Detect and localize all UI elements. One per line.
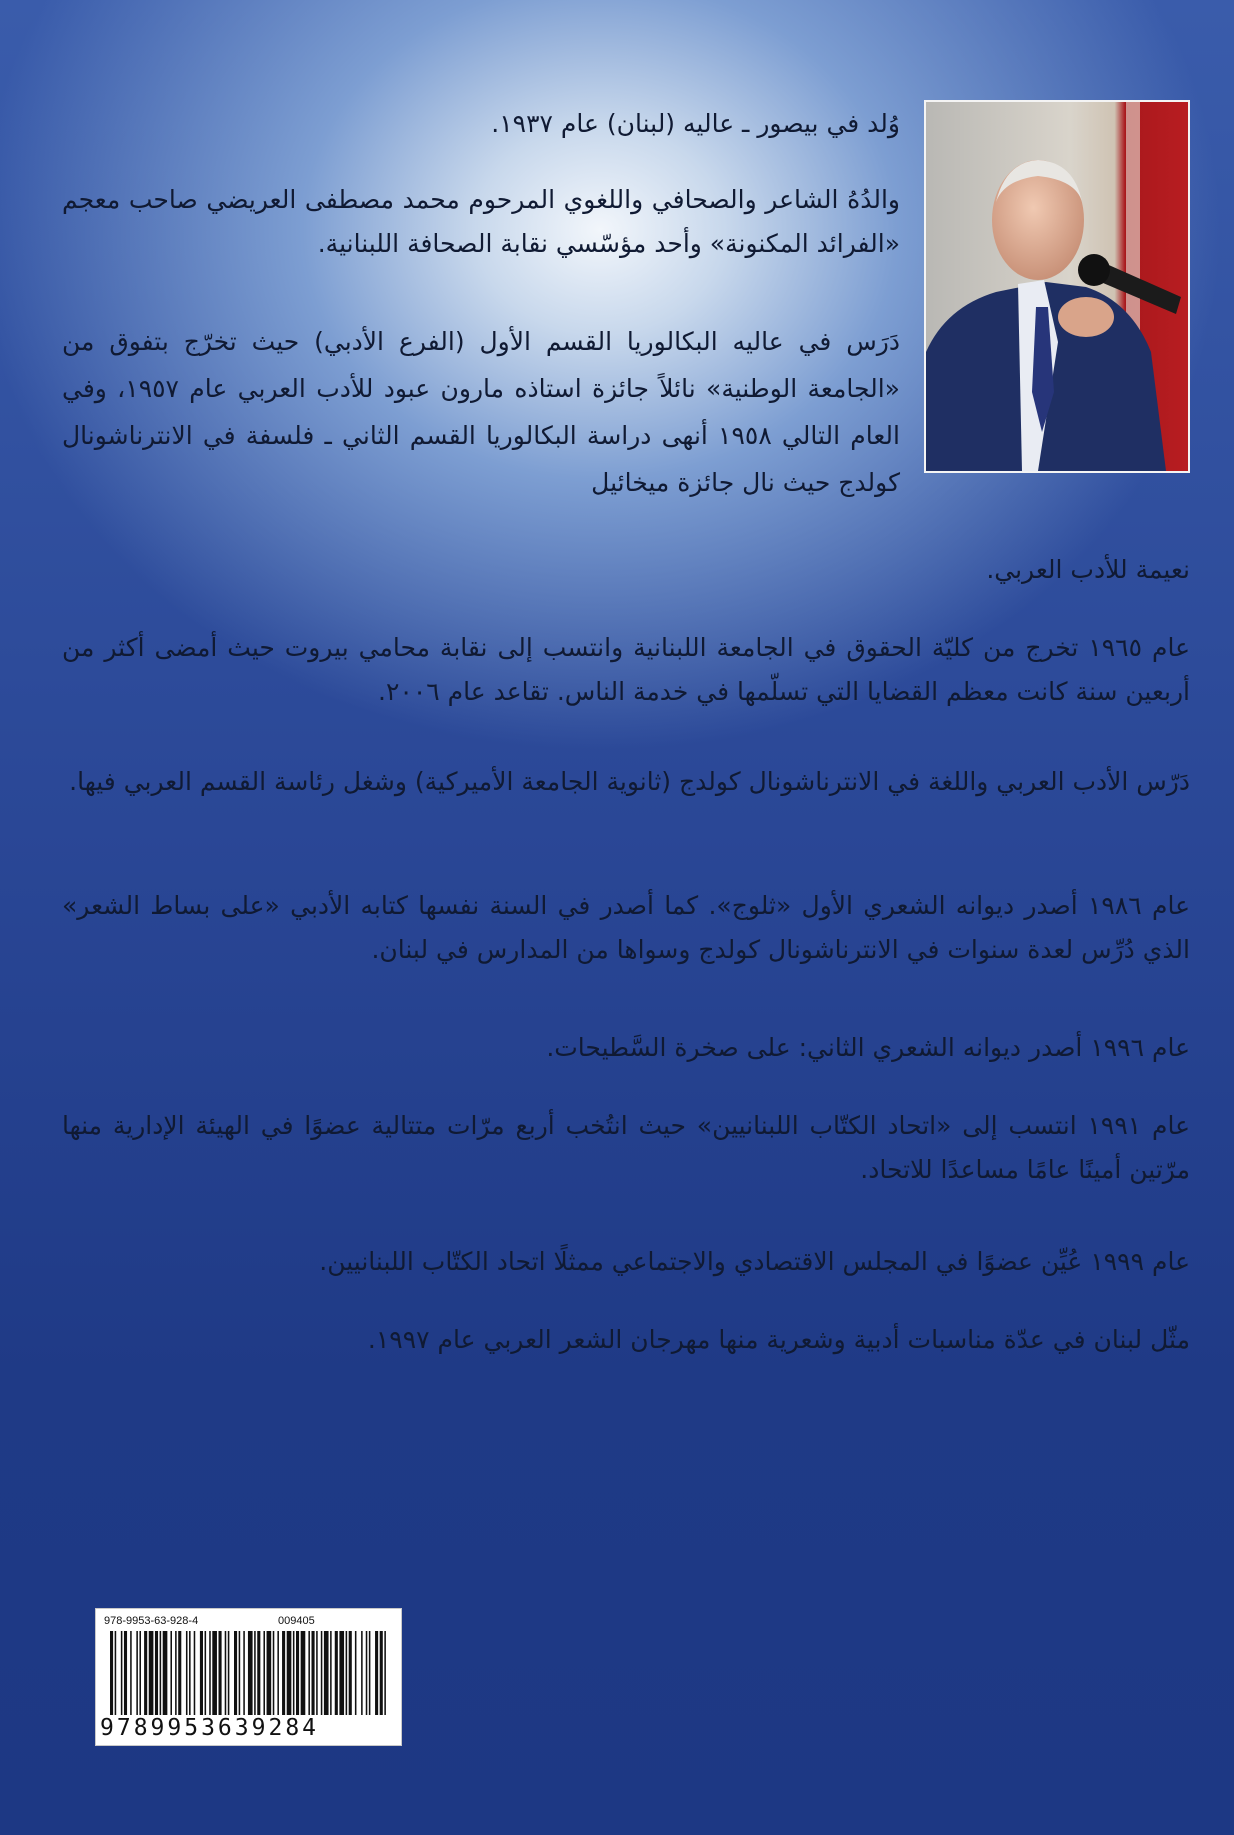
bio-second-collection: عام ١٩٩٦ أصدر ديوانه الشعري الثاني: على صخرة السَّطيحات. [546,1033,1190,1062]
barcode-bar [110,1631,113,1715]
barcode-bar [121,1631,123,1715]
barcode-bar [369,1631,371,1715]
barcode-bar [228,1631,230,1715]
barcode-bar [366,1631,368,1715]
barcode-bar [144,1631,147,1715]
bio-teaching: دَرّس الأدب العربي واللغة في الانترناشونال كولدج (ثانوية الجامعة الأميركية) وشغل رئاسة القسم العربي فيها. [69,767,1190,796]
barcode-bar [308,1631,310,1715]
barcode-digits: 9789953639284 [100,1715,320,1741]
barcode-bar [254,1631,256,1715]
barcode-bar [248,1631,253,1715]
barcode-bar [239,1631,241,1715]
barcode-bar [163,1631,168,1715]
barcode-bar [219,1631,222,1715]
barcode-bar [324,1631,329,1715]
barcode-bar [175,1631,177,1715]
barcode-bar [257,1631,260,1715]
barcode-bars [110,1631,388,1715]
barcode-bar [149,1631,154,1715]
barcode-bar [361,1631,363,1715]
barcode-bar [209,1631,211,1715]
barcode-bar [155,1631,158,1715]
barcode-bar [178,1631,181,1715]
barcode-bar [375,1631,378,1715]
barcode-bar [355,1631,357,1715]
barcode-bar [115,1631,117,1715]
bio-writers-union: عام ١٩٩١ انتسب إلى «اتحاد الكتّاب اللبنانيين» حيث انتُخب أربع مرّات متتالية عضوًا في الهيئة الإدارية منها مرّتين أمينًا عامًا مساعدًا للاتحاد. [62,1111,1191,1184]
barcode-bar [273,1631,275,1715]
barcode-bar [243,1631,245,1715]
bio-birth: وُلد في بيصور ـ عاليه (لبنان) عام ١٩٣٧. [491,109,900,138]
barcode-bar [316,1631,318,1715]
isbn-text: 978-9953-63-928-4 [104,1615,199,1627]
barcode-bar [160,1631,162,1715]
barcode-bar [321,1631,323,1715]
barcode-bar [267,1631,272,1715]
bio-education: دَرَس في عاليه البكالوريا القسم الأول (الفرع الأدبي) حيث تخرّج بتفوق من «الجامعة الوطنية» نائلاً جائزة استاذه مارون عبود للأدب العربي عام ١٩٥٧، وفي العام التالي ١٩٥٨ أنهى دراسة البكالوريا القسم الثاني ـ فلسفة في الانترناشونال كولدج حيث نال جائزة ميخائيل [62,327,900,497]
barcode-bar [277,1631,279,1715]
barcode-bar [335,1631,338,1715]
barcode-bar [139,1631,141,1715]
barcode-bar [384,1631,386,1715]
barcode-bar [282,1631,285,1715]
barcode-code-text: 009405 [278,1615,315,1627]
barcode-bar [380,1631,383,1715]
bio-education-end: نعيمة للأدب العربي. [986,555,1190,584]
barcode-bar [346,1631,348,1715]
barcode-bar [330,1631,332,1715]
barcode-bar [225,1631,227,1715]
barcode-bar [263,1631,265,1715]
author-photo [924,100,1190,473]
barcode-bar [194,1631,196,1715]
barcode-bar [186,1631,188,1715]
bio-father: والدُهُ الشاعر والصحافي واللغوي المرحوم محمد مصطفى العريضي صاحب معجم «الفرائد المكنونة» وأحد مؤسّسي نقابة الصحافة اللبنانية. [62,185,900,258]
barcode-bar [200,1631,203,1715]
barcode-bar [124,1631,127,1715]
barcode-bar [212,1631,217,1715]
barcode-bar [170,1631,172,1715]
barcode-bar [293,1631,295,1715]
barcode-bar [287,1631,292,1715]
bio-representation: مثّل لبنان في عدّة مناسبات أدبية وشعرية منها مهرجان الشعر العربي عام ١٩٩٧. [367,1325,1190,1354]
barcode-bar [234,1631,237,1715]
barcode-bar [296,1631,299,1715]
barcode-bar [339,1631,344,1715]
barcode [95,1608,402,1746]
barcode-bar [312,1631,315,1715]
barcode-bar [301,1631,306,1715]
bio-first-collection: عام ١٩٨٦ أصدر ديوانه الشعري الأول «ثلوج». كما أصدر في السنة نفسها كتابه الأدبي «على بساط الشعر» الذي دُرِّس لعدة سنوات في الانترناشونال كولدج وسواها من المدارس في لبنان. [62,891,1190,964]
barcode-bar [349,1631,352,1715]
barcode-bar [205,1631,207,1715]
bio-law: عام ١٩٦٥ تخرج من كليّة الحقوق في الجامعة اللبنانية وانتسب إلى نقابة محامي بيروت حيث أمضى أكثر من أربعين سنة كانت معظم القضايا التي تسلّمها في خدمة الناس. تقاعد عام ٢٠٠٦. [62,633,1190,706]
bio-council: عام ١٩٩٩ عُيِّن عضوًا في المجلس الاقتصادي والاجتماعي ممثلًا اتحاد الكتّاب اللبنانيين. [319,1247,1190,1276]
barcode-bar [189,1631,191,1715]
barcode-bar [136,1631,138,1715]
barcode-bar [130,1631,132,1715]
